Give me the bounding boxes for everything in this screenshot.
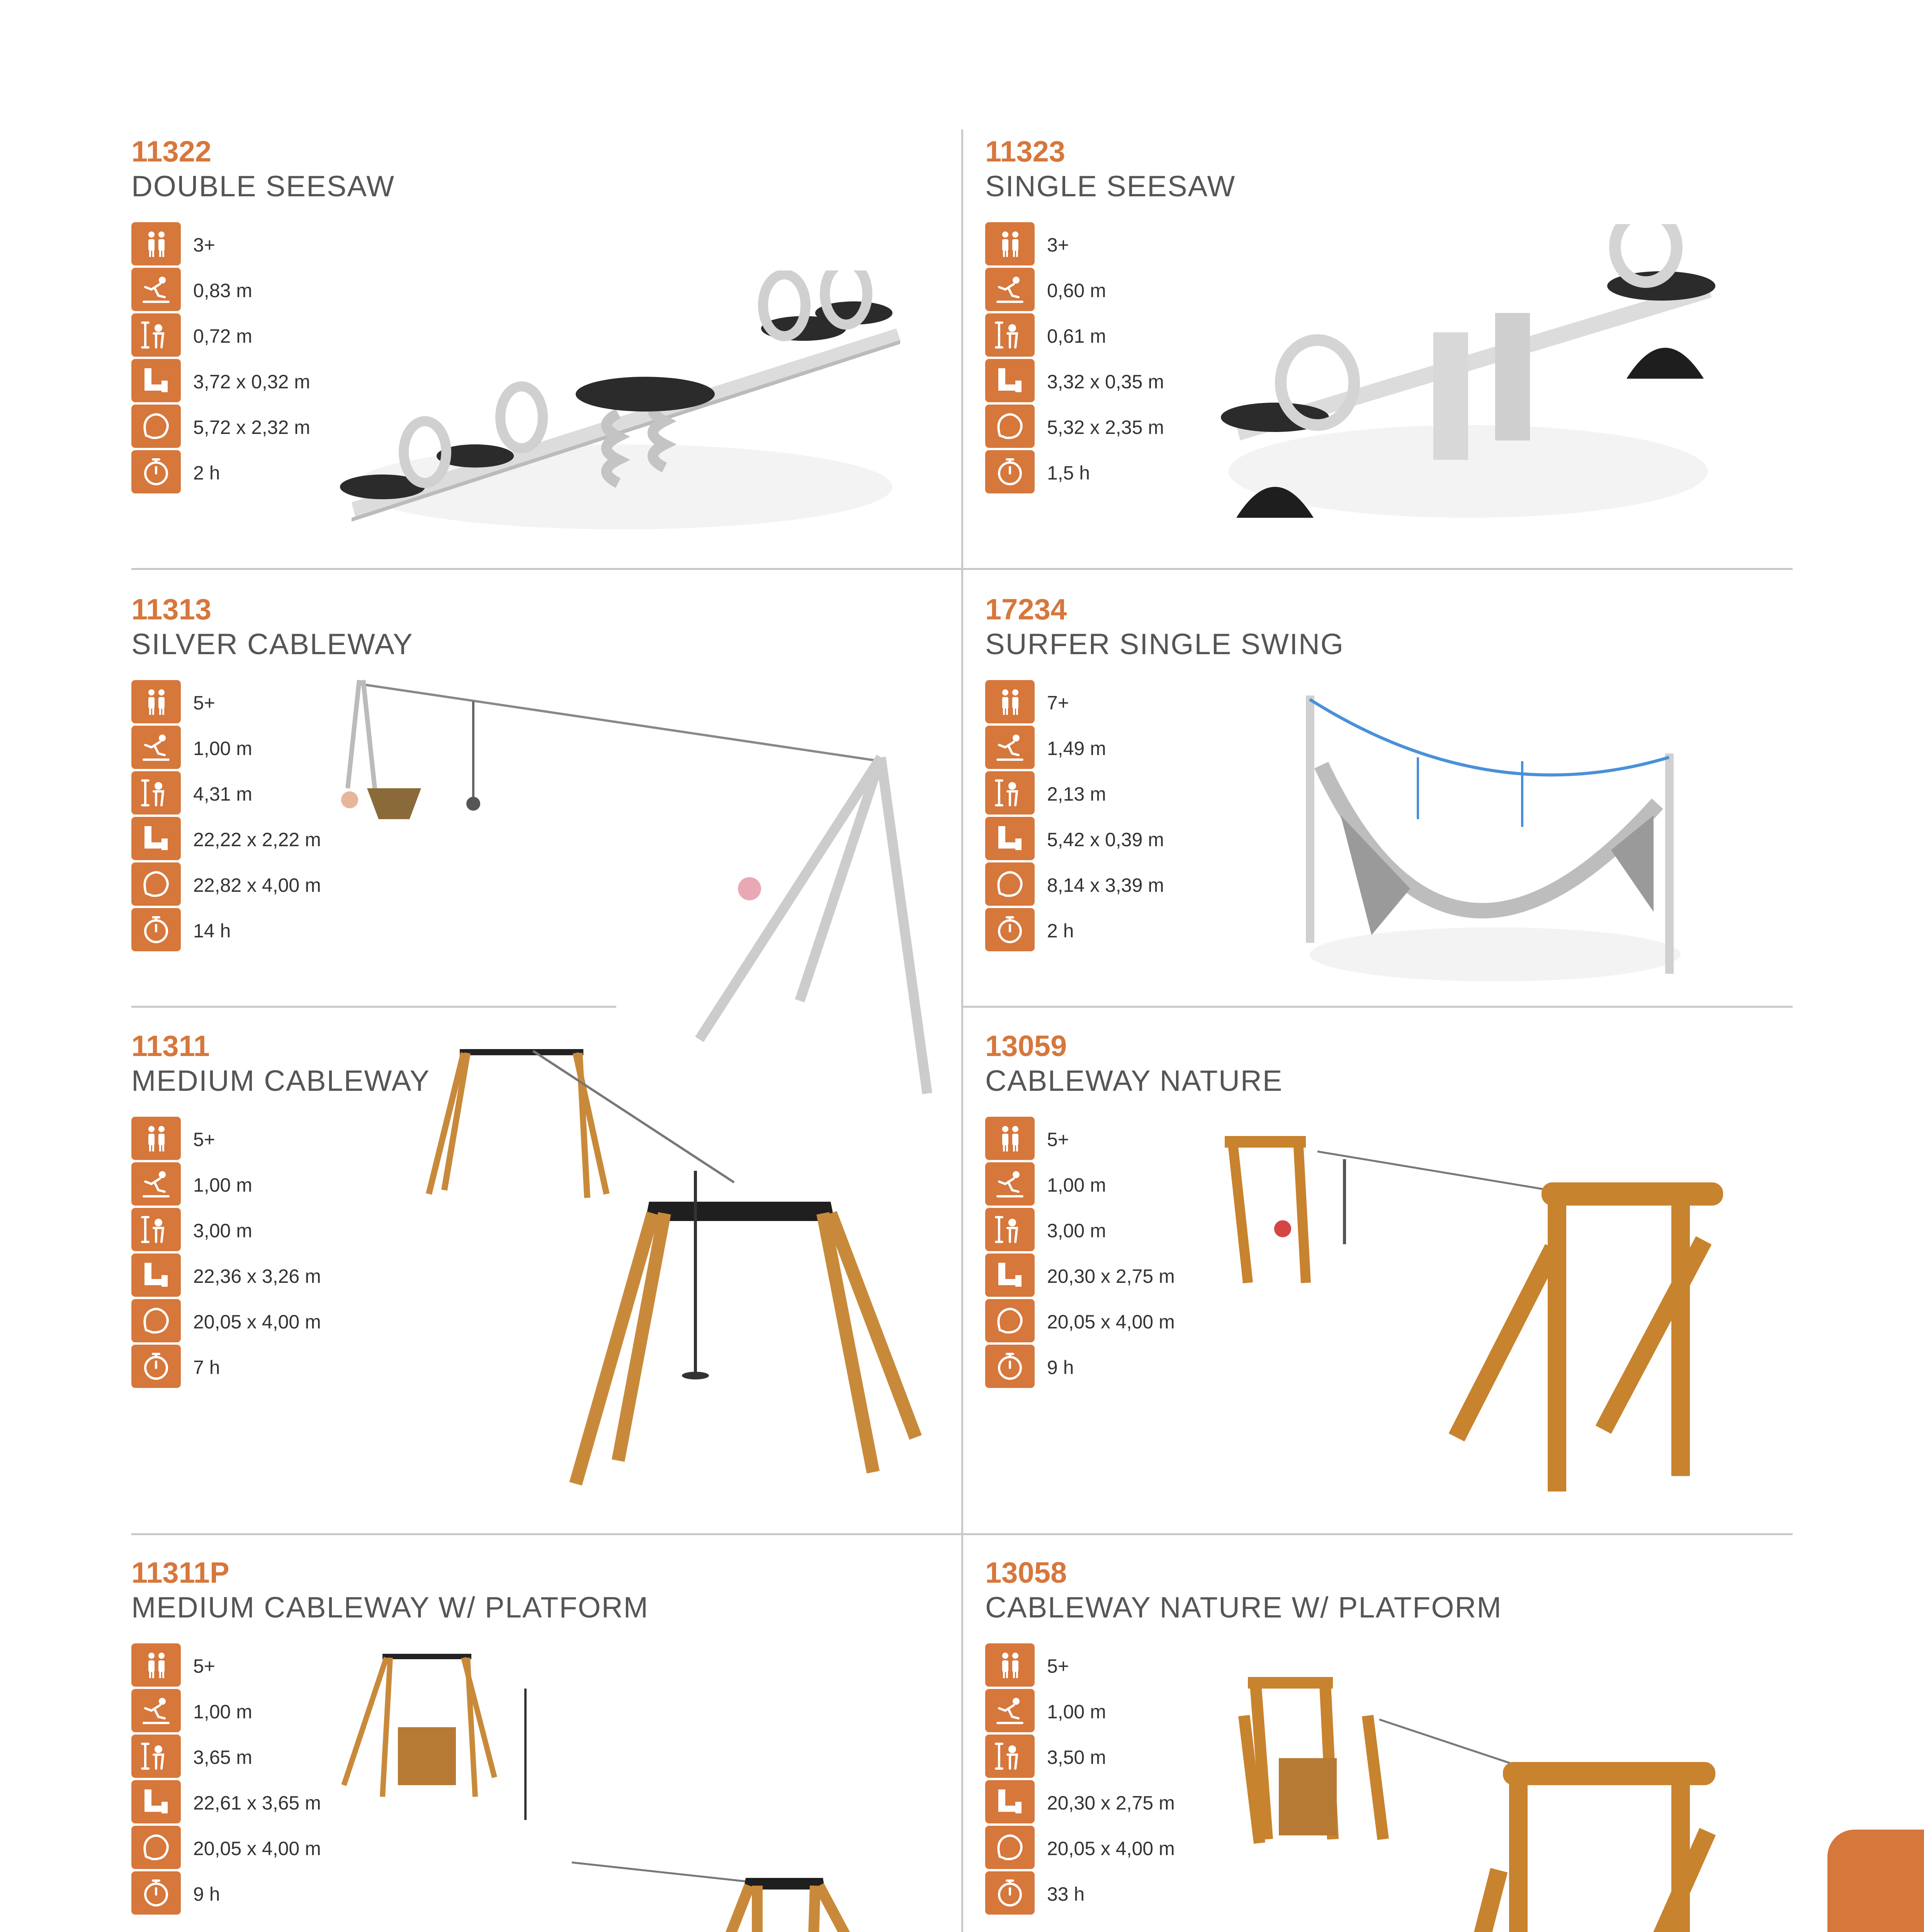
- spec-row: [985, 908, 1263, 954]
- spec-value: 20,05 x 4,00 m: [1047, 1838, 1175, 1859]
- spec-row: [131, 1253, 410, 1299]
- spec-value: 2 h: [1047, 920, 1074, 942]
- dimensions-icon: [985, 1780, 1035, 1823]
- free-height-icon: [131, 313, 181, 357]
- product-code: 11311P: [131, 1556, 229, 1589]
- product-name: MEDIUM CABLEWAY W/ PLATFORM: [131, 1591, 649, 1624]
- single-seesaw-illustration: [1217, 224, 1739, 541]
- safety-area-icon: [131, 1826, 181, 1869]
- product-name: CABLEWAY NATURE: [985, 1065, 1283, 1097]
- silver-cableway-illustration: [332, 672, 950, 1105]
- spec-value: 1,49 m: [1047, 738, 1106, 759]
- spec-list: [131, 1117, 410, 1390]
- spec-row: [985, 1689, 1263, 1735]
- free-height-icon: [131, 1735, 181, 1778]
- spec-value: 33 h: [1047, 1883, 1085, 1905]
- free-height-icon: [131, 1208, 181, 1251]
- spec-value: 14 h: [193, 920, 231, 942]
- spec-value: 20,05 x 4,00 m: [1047, 1311, 1175, 1333]
- spec-value: 3,00 m: [1047, 1220, 1106, 1242]
- dimensions-icon: [985, 1253, 1035, 1297]
- dimensions-icon: [131, 359, 181, 402]
- product-name: CABLEWAY NATURE W/ PLATFORM: [985, 1591, 1502, 1624]
- spec-value: 9 h: [1047, 1357, 1074, 1378]
- dimensions-icon: [131, 1253, 181, 1297]
- spec-value: 1,00 m: [193, 1174, 252, 1196]
- spec-value: 0,72 m: [193, 325, 252, 347]
- product-name: SINGLE SEESAW: [985, 170, 1236, 203]
- spec-value: 20,30 x 2,75 m: [1047, 1792, 1175, 1814]
- spec-value: 7+: [1047, 692, 1069, 714]
- product-name: MEDIUM CABLEWAY: [131, 1065, 430, 1097]
- spec-value: 20,05 x 4,00 m: [193, 1838, 321, 1859]
- spec-row: [131, 1208, 410, 1253]
- installation-time-icon: [985, 1345, 1035, 1388]
- fall-height-icon: [131, 1162, 181, 1206]
- fall-height-icon: [131, 1689, 181, 1732]
- spec-value: 5+: [1047, 1655, 1069, 1677]
- age-icon: [985, 1643, 1035, 1687]
- spec-row: [985, 1826, 1263, 1871]
- spec-row: [985, 1871, 1263, 1917]
- age-icon: [131, 680, 181, 723]
- installation-time-icon: [985, 908, 1035, 951]
- spec-value: 5,32 x 2,35 m: [1047, 417, 1164, 438]
- safety-area-icon: [131, 862, 181, 906]
- spec-value: 2 h: [193, 462, 220, 484]
- spec-value: 2,13 m: [1047, 783, 1106, 805]
- spec-value: 5,72 x 2,32 m: [193, 417, 310, 438]
- cableway-nature-platform-illustration: [1236, 1662, 1739, 1932]
- product-name: SILVER CABLEWAY: [131, 628, 413, 661]
- dimensions-icon: [131, 817, 181, 860]
- spec-row: [985, 1780, 1263, 1826]
- product-code: 17234: [985, 593, 1067, 626]
- safety-area-icon: [985, 1826, 1035, 1869]
- product-code: 11323: [985, 135, 1066, 168]
- spec-value: 1,00 m: [1047, 1701, 1106, 1723]
- dimensions-icon: [131, 1780, 181, 1823]
- spec-value: 22,82 x 4,00 m: [193, 874, 321, 896]
- spec-value: 5,42 x 0,39 m: [1047, 829, 1164, 850]
- spec-value: 22,36 x 3,26 m: [193, 1265, 321, 1287]
- spec-row: [985, 680, 1263, 726]
- spec-value: 7 h: [193, 1357, 220, 1378]
- spec-list: [985, 1643, 1263, 1917]
- spec-value: 1,5 h: [1047, 462, 1090, 484]
- spec-value: 3,50 m: [1047, 1747, 1106, 1768]
- age-icon: [985, 1117, 1035, 1160]
- spec-value: 1,00 m: [1047, 1174, 1106, 1196]
- spec-value: 0,61 m: [1047, 325, 1106, 347]
- free-height-icon: [985, 313, 1035, 357]
- installation-time-icon: [131, 1345, 181, 1388]
- spec-row: [985, 771, 1263, 817]
- row-divider: [131, 1533, 1793, 1535]
- fall-height-icon: [985, 1162, 1035, 1206]
- spec-value: 3,32 x 0,35 m: [1047, 371, 1164, 393]
- spec-value: 22,61 x 3,65 m: [193, 1792, 321, 1814]
- spec-value: 5+: [193, 1655, 216, 1677]
- safety-area-icon: [985, 405, 1035, 448]
- product-code: 13058: [985, 1556, 1067, 1589]
- fall-height-icon: [131, 726, 181, 769]
- dimensions-icon: [985, 359, 1035, 402]
- spec-value: 3,00 m: [193, 1220, 252, 1242]
- spec-value: 3+: [1047, 234, 1069, 256]
- spec-value: 20,30 x 2,75 m: [1047, 1265, 1175, 1287]
- spec-row: [985, 862, 1263, 908]
- spec-value: 5+: [193, 1129, 216, 1150]
- medium-cableway-illustration: [425, 1043, 935, 1507]
- product-code: 11322: [131, 135, 212, 168]
- safety-area-icon: [985, 1299, 1035, 1342]
- double-seesaw-illustration: [328, 270, 908, 564]
- spec-row: [985, 817, 1263, 862]
- product-code: 13059: [985, 1030, 1067, 1063]
- age-icon: [131, 222, 181, 265]
- age-icon: [985, 680, 1035, 723]
- age-icon: [131, 1117, 181, 1160]
- installation-time-icon: [131, 450, 181, 493]
- spec-value: 22,22 x 2,22 m: [193, 829, 321, 850]
- installation-time-icon: [131, 1871, 181, 1915]
- age-icon: [985, 222, 1035, 265]
- spec-row: [131, 1117, 410, 1162]
- spec-value: 3+: [193, 234, 216, 256]
- safety-area-icon: [131, 405, 181, 448]
- fall-height-icon: [985, 1689, 1035, 1732]
- spec-value: 3,65 m: [193, 1747, 252, 1768]
- spec-value: 5+: [193, 692, 216, 714]
- free-height-icon: [985, 1208, 1035, 1251]
- safety-area-icon: [131, 1299, 181, 1342]
- spec-value: 4,31 m: [193, 783, 252, 805]
- spec-row: [131, 1345, 410, 1390]
- free-height-icon: [131, 771, 181, 815]
- fall-height-icon: [985, 268, 1035, 311]
- spec-row: [131, 1162, 410, 1208]
- fall-height-icon: [985, 726, 1035, 769]
- cableway-nature-illustration: [1217, 1121, 1739, 1507]
- spec-row: [131, 222, 410, 268]
- spec-value: 3,72 x 0,32 m: [193, 371, 310, 393]
- side-tab: [1827, 1830, 1924, 1932]
- safety-area-icon: [985, 862, 1035, 906]
- spec-value: 5+: [1047, 1129, 1069, 1150]
- spec-value: 0,60 m: [1047, 280, 1106, 301]
- product-code: 11311: [131, 1030, 210, 1063]
- spec-value: 0,83 m: [193, 280, 252, 301]
- spec-value: 1,00 m: [193, 738, 252, 759]
- spec-list: [985, 680, 1263, 954]
- free-height-icon: [985, 1735, 1035, 1778]
- installation-time-icon: [985, 450, 1035, 493]
- product-name: SURFER SINGLE SWING: [985, 628, 1344, 661]
- spec-value: 9 h: [193, 1883, 220, 1905]
- spec-row: [985, 726, 1263, 771]
- free-height-icon: [985, 771, 1035, 815]
- cableway-platform-illustration: [340, 1642, 935, 1932]
- surfer-swing-illustration: [1294, 688, 1692, 989]
- spec-row: [131, 1299, 410, 1345]
- dimensions-icon: [985, 817, 1035, 860]
- spec-row: [985, 1735, 1263, 1780]
- age-icon: [131, 1643, 181, 1687]
- product-code: 11313: [131, 593, 212, 626]
- installation-time-icon: [131, 908, 181, 951]
- spec-value: 8,14 x 3,39 m: [1047, 874, 1164, 896]
- spec-row: [985, 1643, 1263, 1689]
- fall-height-icon: [131, 268, 181, 311]
- product-name: DOUBLE SEESAW: [131, 170, 395, 203]
- spec-value: 1,00 m: [193, 1701, 252, 1723]
- installation-time-icon: [985, 1871, 1035, 1915]
- spec-value: 20,05 x 4,00 m: [193, 1311, 321, 1333]
